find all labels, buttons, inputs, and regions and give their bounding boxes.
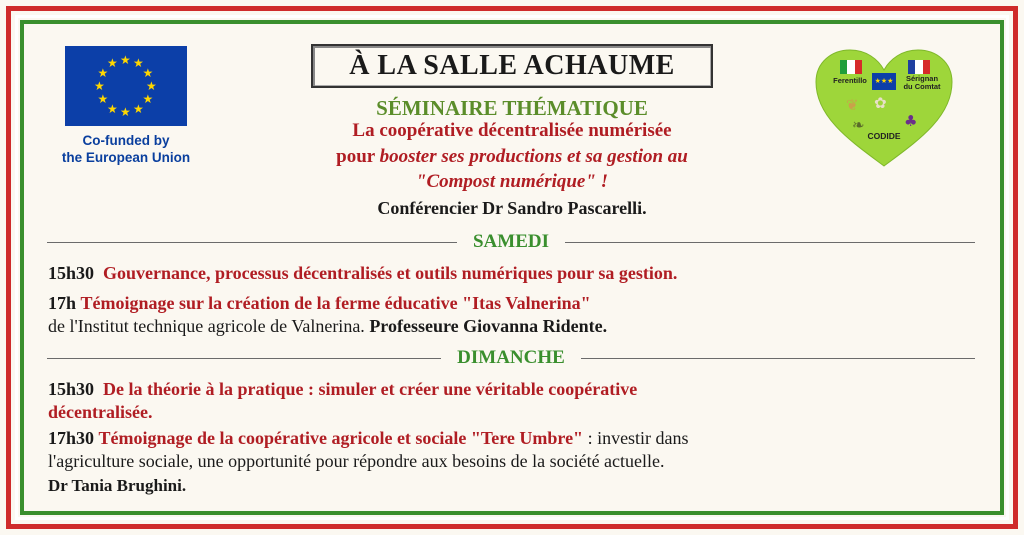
eu-star-icon: ★ xyxy=(120,105,131,119)
divider-rule-right xyxy=(581,358,975,359)
sunday-item-2-time: 17h30 xyxy=(48,428,95,448)
sunday-item-1-time: 15h30 xyxy=(48,379,95,399)
saturday-item-1-time: 15h30 xyxy=(48,263,95,283)
sunday-item-2-cont xyxy=(48,450,665,472)
subtitle-line3-italic: "Compost numérique" ! xyxy=(415,171,609,192)
flower-icon: ✿ xyxy=(874,94,887,112)
eu-star-icon: ★ xyxy=(97,66,109,80)
subtitle-line3 xyxy=(0,171,1024,193)
sunday-item-2-detail: : investir dans xyxy=(583,428,689,448)
subtitle-line2 xyxy=(0,146,1024,168)
seminar-title: SÉMINAIRE THÉMATIQUE xyxy=(376,96,648,120)
eu-star-icon: ★ xyxy=(94,79,105,93)
town-serignan xyxy=(900,75,944,91)
sunday-item-1-text-cont: décentralisée. xyxy=(48,402,153,422)
eu-caption-line1: Co-funded by xyxy=(82,133,170,148)
mini-eu-flag-icon: ★★★ xyxy=(872,73,896,90)
grapes-icon: ♣ xyxy=(904,112,918,130)
italy-flag-icon xyxy=(840,60,862,74)
eu-star-icon: ★ xyxy=(107,101,118,116)
subtitle-line2-italic: booster ses productions et sa gestion au xyxy=(379,146,688,167)
eu-star-icon: ★ xyxy=(97,92,109,106)
saturday-item-2-detail-text: de l'Institut technique agricole de Valnerina. xyxy=(48,316,365,336)
saturday-item-2-time: 17h xyxy=(48,293,77,313)
saturday-item-1 xyxy=(48,262,677,284)
saturday-label-text: SAMEDI xyxy=(461,231,561,252)
divider-rule-right xyxy=(565,242,975,243)
sunday-label-text: DIMANCHE xyxy=(445,347,577,368)
eu-star-icon: ★ xyxy=(120,53,131,67)
saturday-item-2 xyxy=(48,292,591,314)
codide-label: CODIDE xyxy=(867,131,901,141)
eu-star-icon: ★ xyxy=(146,79,157,93)
france-flag-icon xyxy=(908,60,930,74)
divider-rule-left xyxy=(47,358,441,359)
saturday-item-1-text: Gouvernance, processus décentralisés et outils numériques pour sa gestion. xyxy=(103,263,678,283)
eu-star-icon: ★ xyxy=(142,66,154,80)
sunday-item-1-text: De la théorie à la pratique : simuler et créer une véritable coopérative xyxy=(103,379,638,399)
saturday-item-2-detail xyxy=(48,315,607,337)
saturday-item-2-presenter: Professeure Giovanna Ridente. xyxy=(369,316,608,336)
subtitle-line1: La coopérative décentralisée numérisée xyxy=(352,120,672,141)
leaf-icon: ❧ xyxy=(852,116,865,134)
sunday-divider xyxy=(47,347,975,369)
saturday-item-2-text: Témoignage sur la création de la ferme éducative "Itas Valnerina" xyxy=(80,293,591,313)
speaker-line: Conférencier Dr Sandro Pascarelli. xyxy=(377,198,647,218)
sunday-item-2-text: Témoignage de la coopérative agricole et sociale "Tere Umbre" xyxy=(98,428,584,448)
divider-rule-left xyxy=(47,242,457,243)
venue-title: À LA SALLE ACHAUME xyxy=(311,44,713,88)
sunday-item-1 xyxy=(48,378,637,400)
town-serignan-line1: Sérignan xyxy=(905,74,939,83)
sunday-item-2-presenter: Dr Tania Brughini. xyxy=(48,476,187,495)
eu-star-icon: ★ xyxy=(107,56,118,71)
olive-icon: ❦ xyxy=(846,96,859,114)
eu-star-icon: ★ xyxy=(142,92,154,106)
sunday-item-2 xyxy=(48,427,689,449)
town-ferentillo: Ferentillo xyxy=(833,76,867,85)
eu-star-icon: ★ xyxy=(133,101,144,116)
eu-star-icon: ★ xyxy=(133,56,144,71)
sunday-item-2-presenter-line xyxy=(48,475,186,497)
sunday-item-1-cont xyxy=(48,401,152,423)
eu-caption-line2: the European Union xyxy=(61,150,191,165)
sunday-item-2-detail-cont: l'agriculture sociale, une opportunité pour répondre aux besoins de la société actuelle. xyxy=(48,451,665,471)
town-serignan-line2: du Comtat xyxy=(903,82,941,91)
saturday-divider xyxy=(47,231,975,253)
subtitle-line2-plain: pour xyxy=(336,146,380,167)
